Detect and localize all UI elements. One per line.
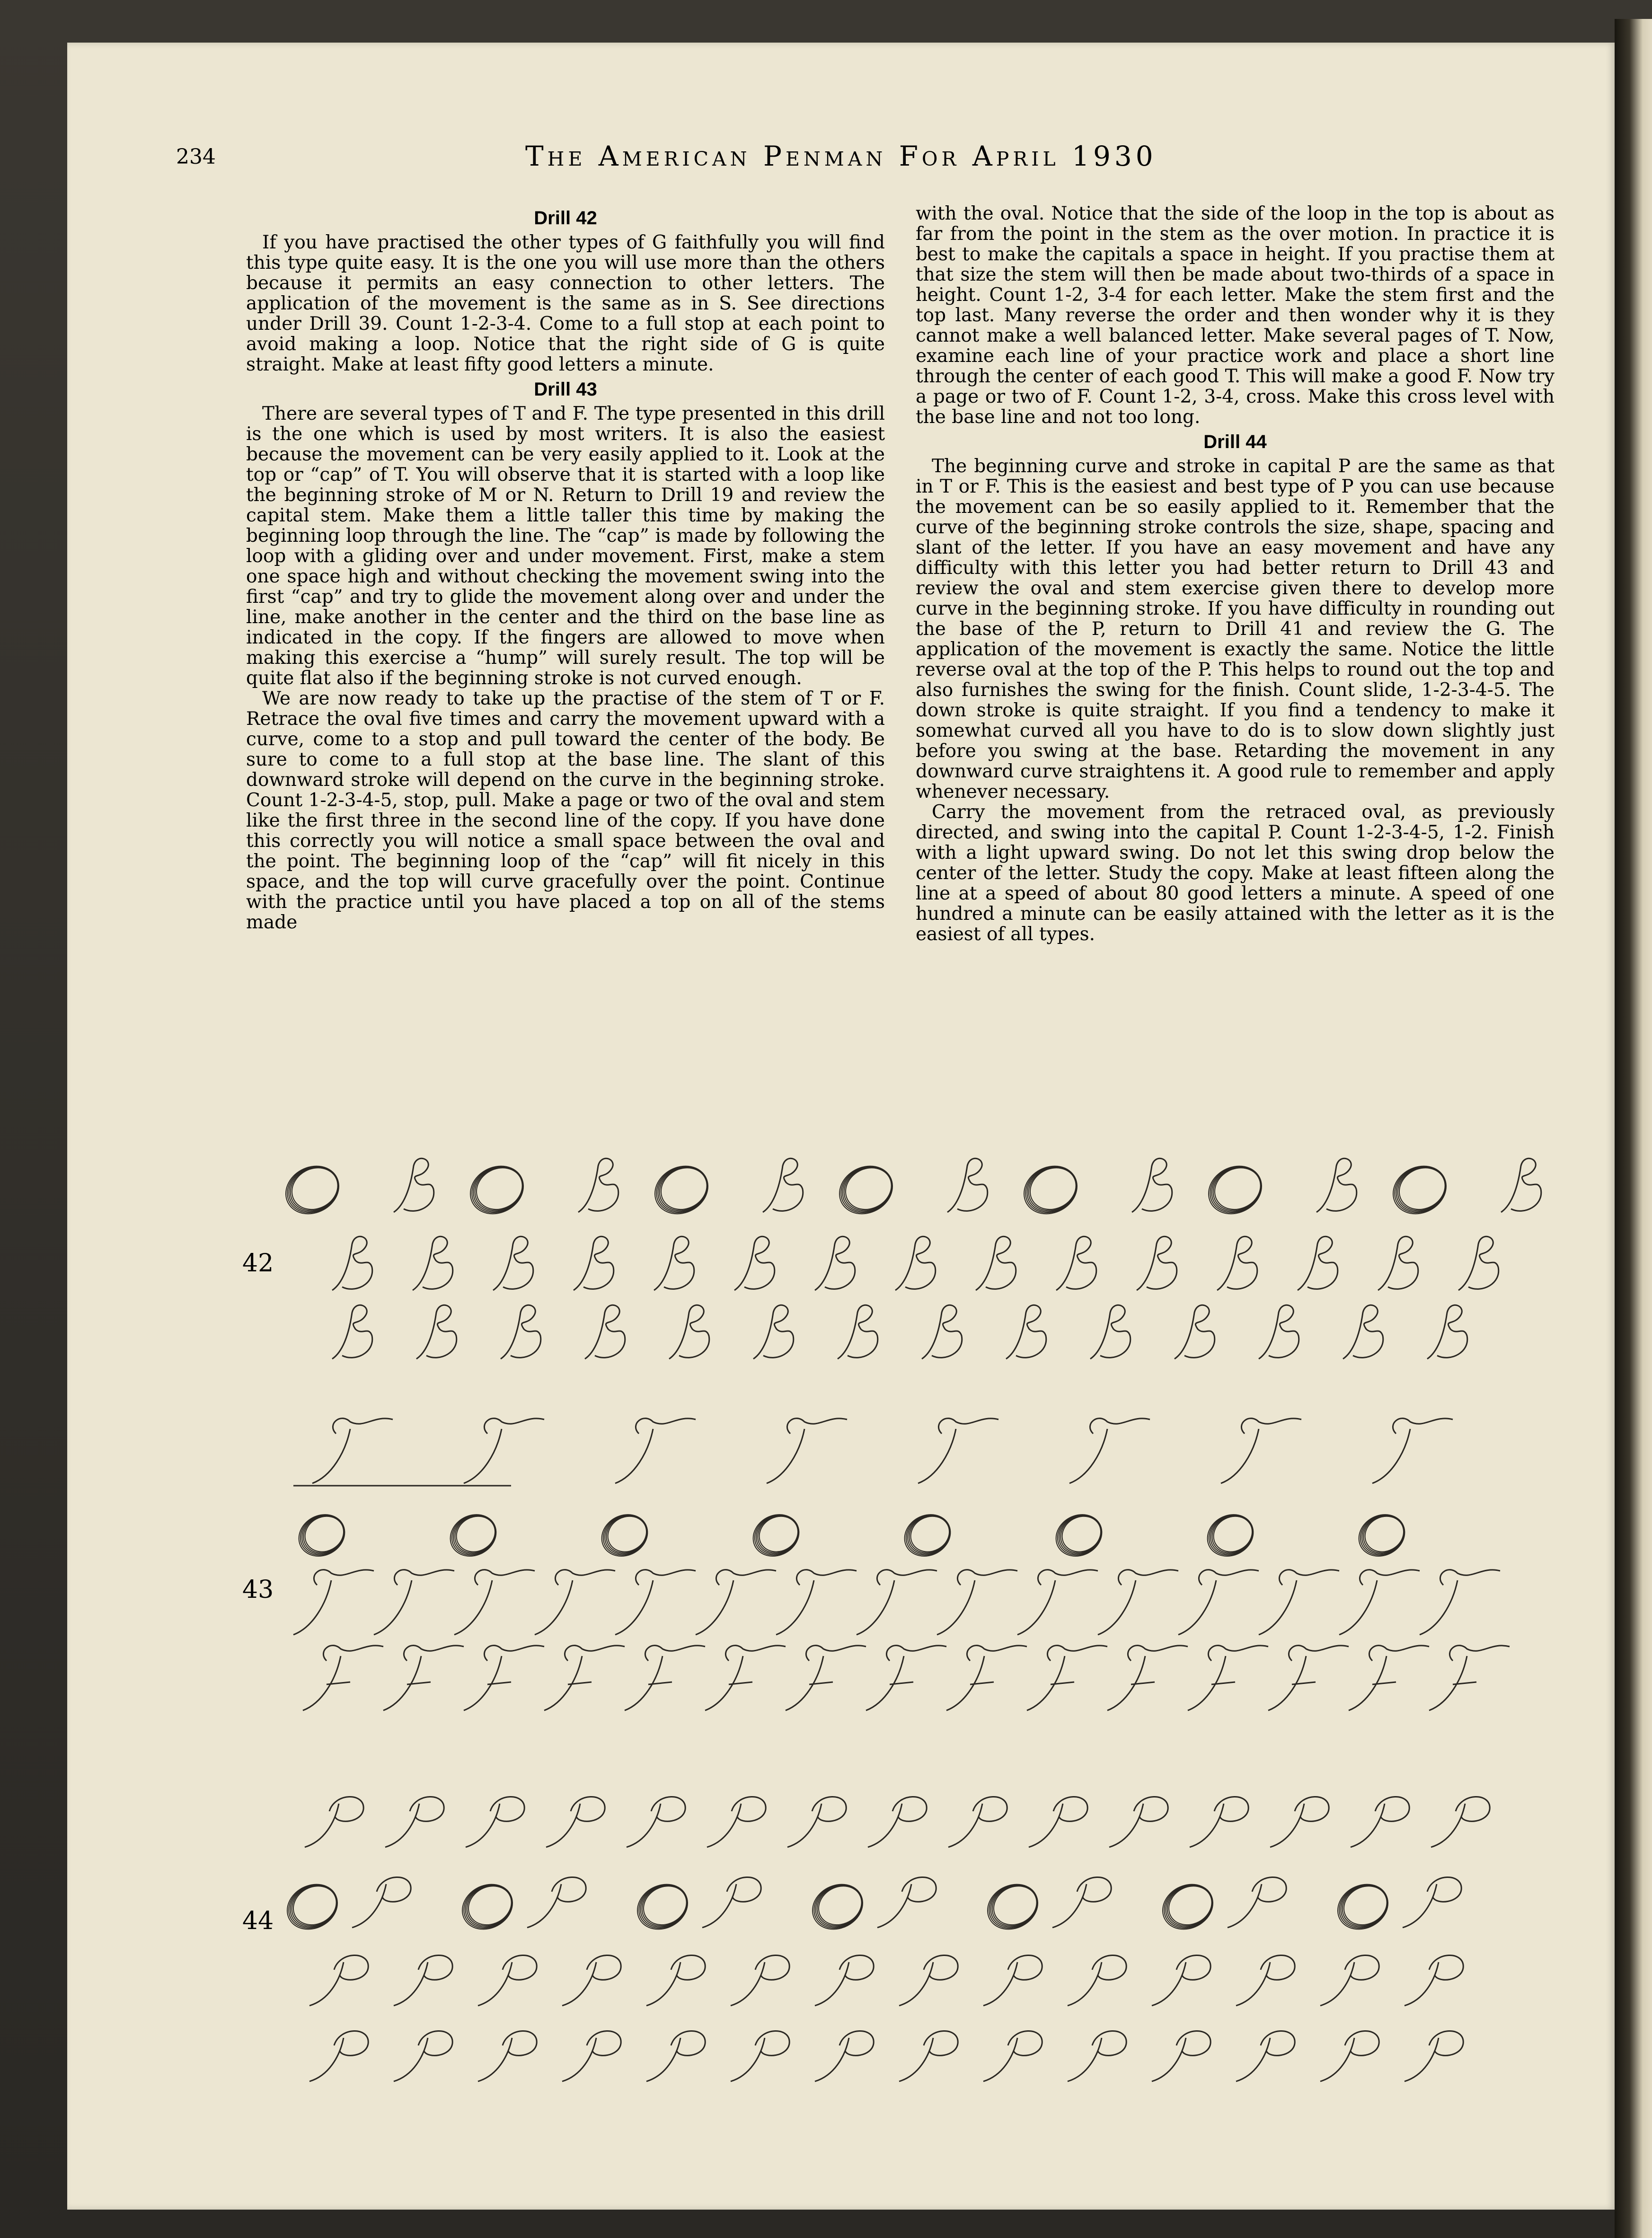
capital-p	[1270, 1797, 1329, 1847]
retraced-oval	[812, 1879, 868, 1932]
capital-cap	[1393, 1419, 1453, 1434]
retraced-oval	[654, 1160, 714, 1217]
capital-stem	[464, 1429, 502, 1483]
capital-cap	[1118, 1570, 1178, 1585]
retraced-oval	[284, 1160, 345, 1217]
retraced-oval	[1207, 1160, 1268, 1217]
capital-stem	[1372, 1429, 1410, 1483]
capital-p	[309, 2031, 368, 2081]
capital-cap	[1449, 1646, 1510, 1661]
drill-heading: Drill 44	[1203, 432, 1267, 452]
capital-cap	[555, 1570, 615, 1585]
capital-g	[585, 1305, 625, 1359]
capital-cap	[636, 1419, 696, 1434]
capital-g	[1501, 1158, 1541, 1212]
capital-p	[1405, 1955, 1463, 2006]
capital-cap	[323, 1646, 383, 1661]
capital-p	[627, 1797, 685, 1847]
capital-p	[877, 1877, 936, 1928]
capital-p	[1228, 1877, 1286, 1928]
capital-g	[1427, 1305, 1467, 1359]
capital-cap	[1090, 1419, 1150, 1434]
retraced-oval	[286, 1879, 343, 1932]
capital-stem	[374, 1580, 412, 1635]
capital-p	[899, 1955, 958, 2006]
capital-cap	[886, 1646, 946, 1661]
capital-g	[332, 1305, 372, 1359]
capital-p	[983, 2031, 1042, 2081]
capital-g	[493, 1236, 533, 1290]
capital-p	[1109, 1797, 1168, 1847]
body-paragraph: The beginning curve and stroke in capital P are the same as that in T or F. This is the easiest and best type of P you can use because the movement can be so easily applied to it. Remember that the curve of the beginning stroke controls the size, shape, spacing and slant of the letter. If you have an easy movement and have any difficulty with this letter you had better return to Drill 43 and review the oval and stem exercise given there to develop more curve in the beginning stroke. If you have difficulty in rounding out the base of the P, return to Drill 41 and review the G. The application of the movement is exactly the same. Notice the little reverse oval at the top of the P. This helps to round out the top and also furnishes the swing for the finish. Count slide, 1-2-3-4-5. The down stroke is quite straight. If you find a tendency to make it somewhat curved all you have to do is to slow down slightly just before you swing at the base. Retarding the movement in any downward curve straightens it. A good rule to remember and apply whenever necessary.	[916, 456, 1555, 802]
capital-p	[394, 1955, 452, 2006]
capital-p	[1152, 2031, 1210, 2081]
body-paragraph: If you have practised the other types of G faithfully you will find this type quite easy. It is the one you will use more than the others because it permits an easy connection to other letters. The application of the movement is the same as in S. See directions under Drill 39. Count 1-2-3-4. Come to a full stop at each point to avoid making a loop. Notice that the right side of G is quite straight. Make at least fifty good letters a minute.	[246, 232, 885, 375]
capital-g	[838, 1305, 878, 1359]
capital-p	[1405, 2031, 1463, 2081]
capital-cap	[565, 1646, 625, 1661]
capital-cross	[1292, 1682, 1316, 1684]
capital-stem	[615, 1429, 653, 1483]
capital-cap	[1440, 1570, 1500, 1585]
capital-p	[478, 2031, 537, 2081]
retraced-oval	[461, 1879, 518, 1932]
capital-cross	[1453, 1682, 1476, 1684]
capital-cap	[787, 1419, 847, 1434]
capital-cross	[407, 1682, 431, 1684]
penmanship-copy	[0, 1088, 1652, 2238]
drill-heading: Drill 42	[534, 208, 597, 229]
capital-p	[868, 1797, 927, 1847]
capital-cross	[890, 1682, 913, 1684]
capital-cross	[1372, 1682, 1396, 1684]
capital-p	[309, 1955, 368, 2006]
capital-cap	[1208, 1646, 1268, 1661]
capital-g	[416, 1305, 457, 1359]
capital-p	[1236, 1955, 1295, 2006]
capital-g	[413, 1236, 453, 1290]
capital-p	[385, 1797, 444, 1847]
capital-stem	[1339, 1580, 1377, 1635]
capital-cap	[1241, 1419, 1301, 1434]
capital-cap	[1038, 1570, 1098, 1585]
capital-cap	[877, 1570, 937, 1585]
capital-p	[983, 1955, 1042, 2006]
capital-cap	[404, 1646, 464, 1661]
capital-stem	[918, 1429, 956, 1483]
running-head: The American Penman For April 1930	[525, 140, 1157, 172]
retraced-oval	[1162, 1879, 1219, 1932]
capital-g	[501, 1305, 541, 1359]
retraced-oval	[469, 1160, 530, 1217]
capital-p	[1236, 2031, 1295, 2081]
capital-g	[815, 1236, 855, 1290]
capital-cap	[394, 1570, 454, 1585]
capital-g	[895, 1236, 936, 1290]
capital-cap	[333, 1419, 393, 1434]
capital-p	[527, 1877, 586, 1928]
capital-p	[1431, 1797, 1490, 1847]
capital-stem	[1221, 1429, 1259, 1483]
capital-g	[1132, 1158, 1172, 1212]
capital-p	[1403, 1877, 1461, 1928]
capital-p	[948, 1797, 1007, 1847]
capital-p	[899, 2031, 958, 2081]
capital-stem	[1069, 1429, 1107, 1483]
capital-g	[669, 1305, 709, 1359]
capital-p	[1029, 1797, 1087, 1847]
capital-g	[394, 1158, 434, 1212]
capital-g	[574, 1236, 614, 1290]
capital-cap	[1047, 1646, 1107, 1661]
capital-p	[394, 2031, 452, 2081]
capital-p	[1351, 1797, 1409, 1847]
capital-cap	[967, 1646, 1027, 1661]
capital-g	[1137, 1236, 1177, 1290]
retraced-oval	[636, 1879, 693, 1932]
retraced-oval	[1337, 1879, 1394, 1932]
capital-p	[1068, 2031, 1126, 2081]
capital-p	[305, 1797, 363, 1847]
capital-g	[1259, 1305, 1299, 1359]
capital-g	[1175, 1305, 1215, 1359]
capital-stem	[1098, 1580, 1136, 1635]
body-paragraph: There are several types of T and F. The type presented in this drill is the one which is used by most writers. It is also the easiest because the movement can be very easily applied to it. Look at the top or “cap” of T. You will observe that it is started with a loop like the beginning stroke of M or N. Return to Drill 19 and review the capital stem. Make them a little taller this time by making the beginning loop through the line. The “cap” is made by following the loop with a gliding over and under movement. First, make a stem one space high and without checking the movement swing into the first “cap” and try to glide the movement along over and under the line, make another in the center and the third on the base line as indicated in the copy. If the fingers are allowed to move when making this exercise a “hump” will surely result. The top will be quite flat also if the beginning stroke is not curved enough.	[246, 403, 885, 689]
capital-g	[947, 1158, 988, 1212]
capital-stem	[1420, 1580, 1458, 1635]
capital-p	[702, 1877, 761, 1928]
capital-g	[734, 1236, 775, 1290]
capital-p	[707, 1797, 766, 1847]
capital-p	[546, 1797, 605, 1847]
capital-p	[646, 1955, 705, 2006]
capital-p	[731, 1955, 789, 2006]
drill-heading: Drill 43	[534, 379, 597, 400]
capital-stem	[857, 1580, 894, 1635]
capital-cap	[1128, 1646, 1188, 1661]
capital-stem	[535, 1580, 573, 1635]
capital-stem	[1017, 1580, 1055, 1635]
capital-cap	[484, 1646, 544, 1661]
capital-stem	[1259, 1580, 1297, 1635]
capital-g	[1056, 1236, 1096, 1290]
capital-g	[922, 1305, 962, 1359]
retraced-oval	[987, 1879, 1043, 1932]
capital-cross	[809, 1682, 833, 1684]
capital-g	[753, 1305, 794, 1359]
capital-g	[578, 1158, 618, 1212]
capital-cap	[796, 1570, 857, 1585]
capital-cap	[1369, 1646, 1429, 1661]
body-paragraph: We are now ready to take up the practise of the stem of T or F. Retrace the oval five times and carry the movement upward with a curve, come to a stop and pull toward the center of the body. Be sure to come to a full stop at the base line. The slant of this downward stroke will depend on the curve in the beginning stroke. Count 1-2-3-4-5, stop, pull. Make a page or two of the oval and stem like the first three in the second line of the copy. If you have done this correctly you will notice a small space between the oval and the point. The beginning loop of the “cap” will fit nicely in this space, and the top will curve gracefully over the point. Continue with the practice until you have placed a top on all of the stems made	[246, 688, 885, 933]
capital-p	[352, 1877, 411, 1928]
capital-cap	[475, 1570, 535, 1585]
capital-cap	[716, 1570, 776, 1585]
capital-cross	[970, 1682, 994, 1684]
capital-g	[332, 1236, 372, 1290]
copy-label-44: 44	[242, 1907, 274, 1935]
page-number: 234	[176, 145, 216, 169]
capital-g	[1316, 1158, 1357, 1212]
body-paragraph: with the oval. Notice that the side of the loop in the top is about as far from the point in the stem as the over motion. In practice it is best to make the capitals a space in height. If you practise them at that size the stem will then be made about two-thirds of a space in height. Count 1-2, 3-4 for each letter. Make the stem first and the top last. Many reverse the order and then wonder why it is they cannot make a well balanced letter. Make several pages of T. Now, examine each line of your practice work and place a short line through the center of each good T. This will make a good F. Now try a page or two of F. Count 1-2, 3-4, cross. Make this cross level with the base line and not too long.	[916, 203, 1555, 428]
capital-p	[1320, 1955, 1379, 2006]
right-column	[916, 203, 1555, 944]
left-column	[246, 203, 885, 933]
capital-cap	[806, 1646, 866, 1661]
capital-p	[1320, 2031, 1379, 2081]
capital-g	[763, 1158, 803, 1212]
capital-stem	[312, 1429, 350, 1483]
capital-g	[1458, 1236, 1499, 1290]
capital-p	[562, 1955, 621, 2006]
capital-stem	[454, 1580, 492, 1635]
capital-cross	[1211, 1682, 1235, 1684]
capital-cap	[645, 1646, 705, 1661]
capital-cap	[1289, 1646, 1349, 1661]
capital-g	[1090, 1305, 1131, 1359]
capital-stem	[293, 1580, 331, 1635]
capital-cap	[938, 1419, 998, 1434]
capital-stem	[615, 1580, 653, 1635]
capital-p	[478, 1955, 537, 2006]
capital-p	[815, 1955, 874, 2006]
capital-g	[976, 1236, 1016, 1290]
capital-g	[1006, 1305, 1046, 1359]
capital-cap	[1360, 1570, 1420, 1585]
capital-p	[1190, 1797, 1248, 1847]
capital-p	[466, 1797, 524, 1847]
capital-cap	[484, 1419, 544, 1434]
capital-stem	[937, 1580, 975, 1635]
capital-cap	[636, 1570, 696, 1585]
capital-cross	[487, 1682, 511, 1684]
capital-p	[562, 2031, 621, 2081]
capital-stem	[767, 1429, 804, 1483]
capital-cross	[327, 1682, 350, 1684]
capital-stem	[776, 1580, 814, 1635]
capital-p	[787, 1797, 846, 1847]
capital-cross	[729, 1682, 752, 1684]
capital-g	[1217, 1236, 1257, 1290]
capital-cross	[648, 1682, 672, 1684]
retraced-oval	[1392, 1160, 1452, 1217]
capital-p	[731, 2031, 789, 2081]
capital-stem	[1178, 1580, 1216, 1635]
copy-label-42: 42	[242, 1249, 274, 1278]
capital-g	[1343, 1305, 1383, 1359]
capital-cross	[1051, 1682, 1074, 1684]
retraced-oval	[838, 1160, 899, 1217]
body-paragraph: Carry the movement from the retraced oval, as previously directed, and swing into the capital P. Count 1-2-3-4-5, 1-2. Finish with a light upward swing. Do not let this swing drop below the center of the letter. Study the copy. Make at least fifteen along the line at a speed of about 80 good letters a minute. A speed of one hundred a minute can be easily attained with the letter as it is the easiest of all types.	[916, 802, 1555, 945]
capital-cap	[725, 1646, 786, 1661]
capital-p	[815, 2031, 874, 2081]
capital-cap	[957, 1570, 1017, 1585]
retraced-oval	[1023, 1160, 1083, 1217]
capital-p	[1152, 1955, 1210, 2006]
capital-cap	[1279, 1570, 1339, 1585]
capital-p	[1052, 1877, 1111, 1928]
capital-g	[1298, 1236, 1338, 1290]
capital-cross	[1131, 1682, 1155, 1684]
capital-g	[654, 1236, 694, 1290]
capital-p	[646, 2031, 705, 2081]
capital-cross	[568, 1682, 592, 1684]
copy-label-43: 43	[242, 1576, 274, 1604]
capital-p	[1068, 1955, 1126, 2006]
capital-stem	[696, 1580, 733, 1635]
capital-cap	[1199, 1570, 1259, 1585]
capital-cap	[314, 1570, 374, 1585]
capital-g	[1378, 1236, 1418, 1290]
